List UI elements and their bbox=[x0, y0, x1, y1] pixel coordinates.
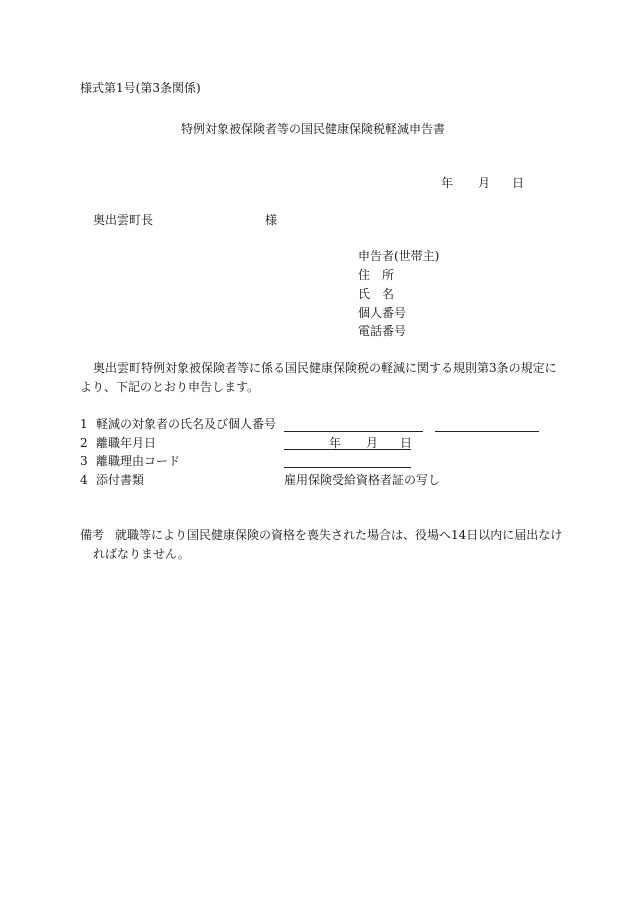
declarant-phone-label: 電話番号 bbox=[358, 324, 407, 338]
separation-day-label: 日 bbox=[400, 436, 413, 450]
declarant-id-label: 個人番号 bbox=[358, 306, 407, 320]
item-number: 4 bbox=[80, 473, 88, 487]
addressee-honorific: 様 bbox=[265, 213, 278, 227]
note-text-line1: 就職等により国民健康保険の資格を喪失された場合は、役場へ14日以内に届出なけ bbox=[115, 528, 563, 542]
separation-month-label: 月 bbox=[366, 436, 379, 450]
separation-year-label: 年 bbox=[329, 436, 342, 450]
item-number: 3 bbox=[80, 454, 88, 468]
note-label: 備考 bbox=[80, 528, 105, 542]
declarant-heading: 申告者(世帯主) bbox=[358, 249, 440, 263]
date-day-label: 日 bbox=[512, 176, 525, 190]
date-month-label: 月 bbox=[478, 176, 491, 190]
date-year-label: 年 bbox=[441, 176, 454, 190]
reason-code-underline bbox=[284, 467, 411, 468]
target-id-underline bbox=[435, 431, 539, 432]
item-number: 2 bbox=[80, 436, 88, 450]
item-label: 離職理由コード bbox=[96, 454, 181, 468]
body-text-line2: より、下記のとおり申告します。 bbox=[80, 380, 260, 394]
item-label: 離職年月日 bbox=[96, 436, 157, 450]
declarant-address-label: 住 所 bbox=[358, 268, 395, 282]
item-label: 添付書類 bbox=[96, 473, 145, 487]
item-number: 1 bbox=[80, 417, 88, 431]
attachment-value: 雇用保険受給資格者証の写し bbox=[284, 473, 441, 487]
form-title: 特例対象被保険者等の国民健康保険税軽減申告書 bbox=[181, 122, 446, 136]
item-label: 軽減の対象者の氏名及び個人番号 bbox=[96, 417, 277, 431]
note-text-line2: ればなりません。 bbox=[93, 547, 190, 561]
declarant-name-label: 氏 名 bbox=[358, 287, 395, 301]
body-text-line1: 奥出雲町特例対象被保険者等に係る国民健康保険税の軽減に関する規則第3条の規定に bbox=[93, 361, 557, 375]
target-name-underline bbox=[284, 431, 423, 432]
form-number: 様式第1号(第3条関係) bbox=[80, 81, 201, 95]
addressee-name: 奥出雲町長 bbox=[93, 213, 154, 227]
separation-date-underline bbox=[284, 449, 411, 450]
